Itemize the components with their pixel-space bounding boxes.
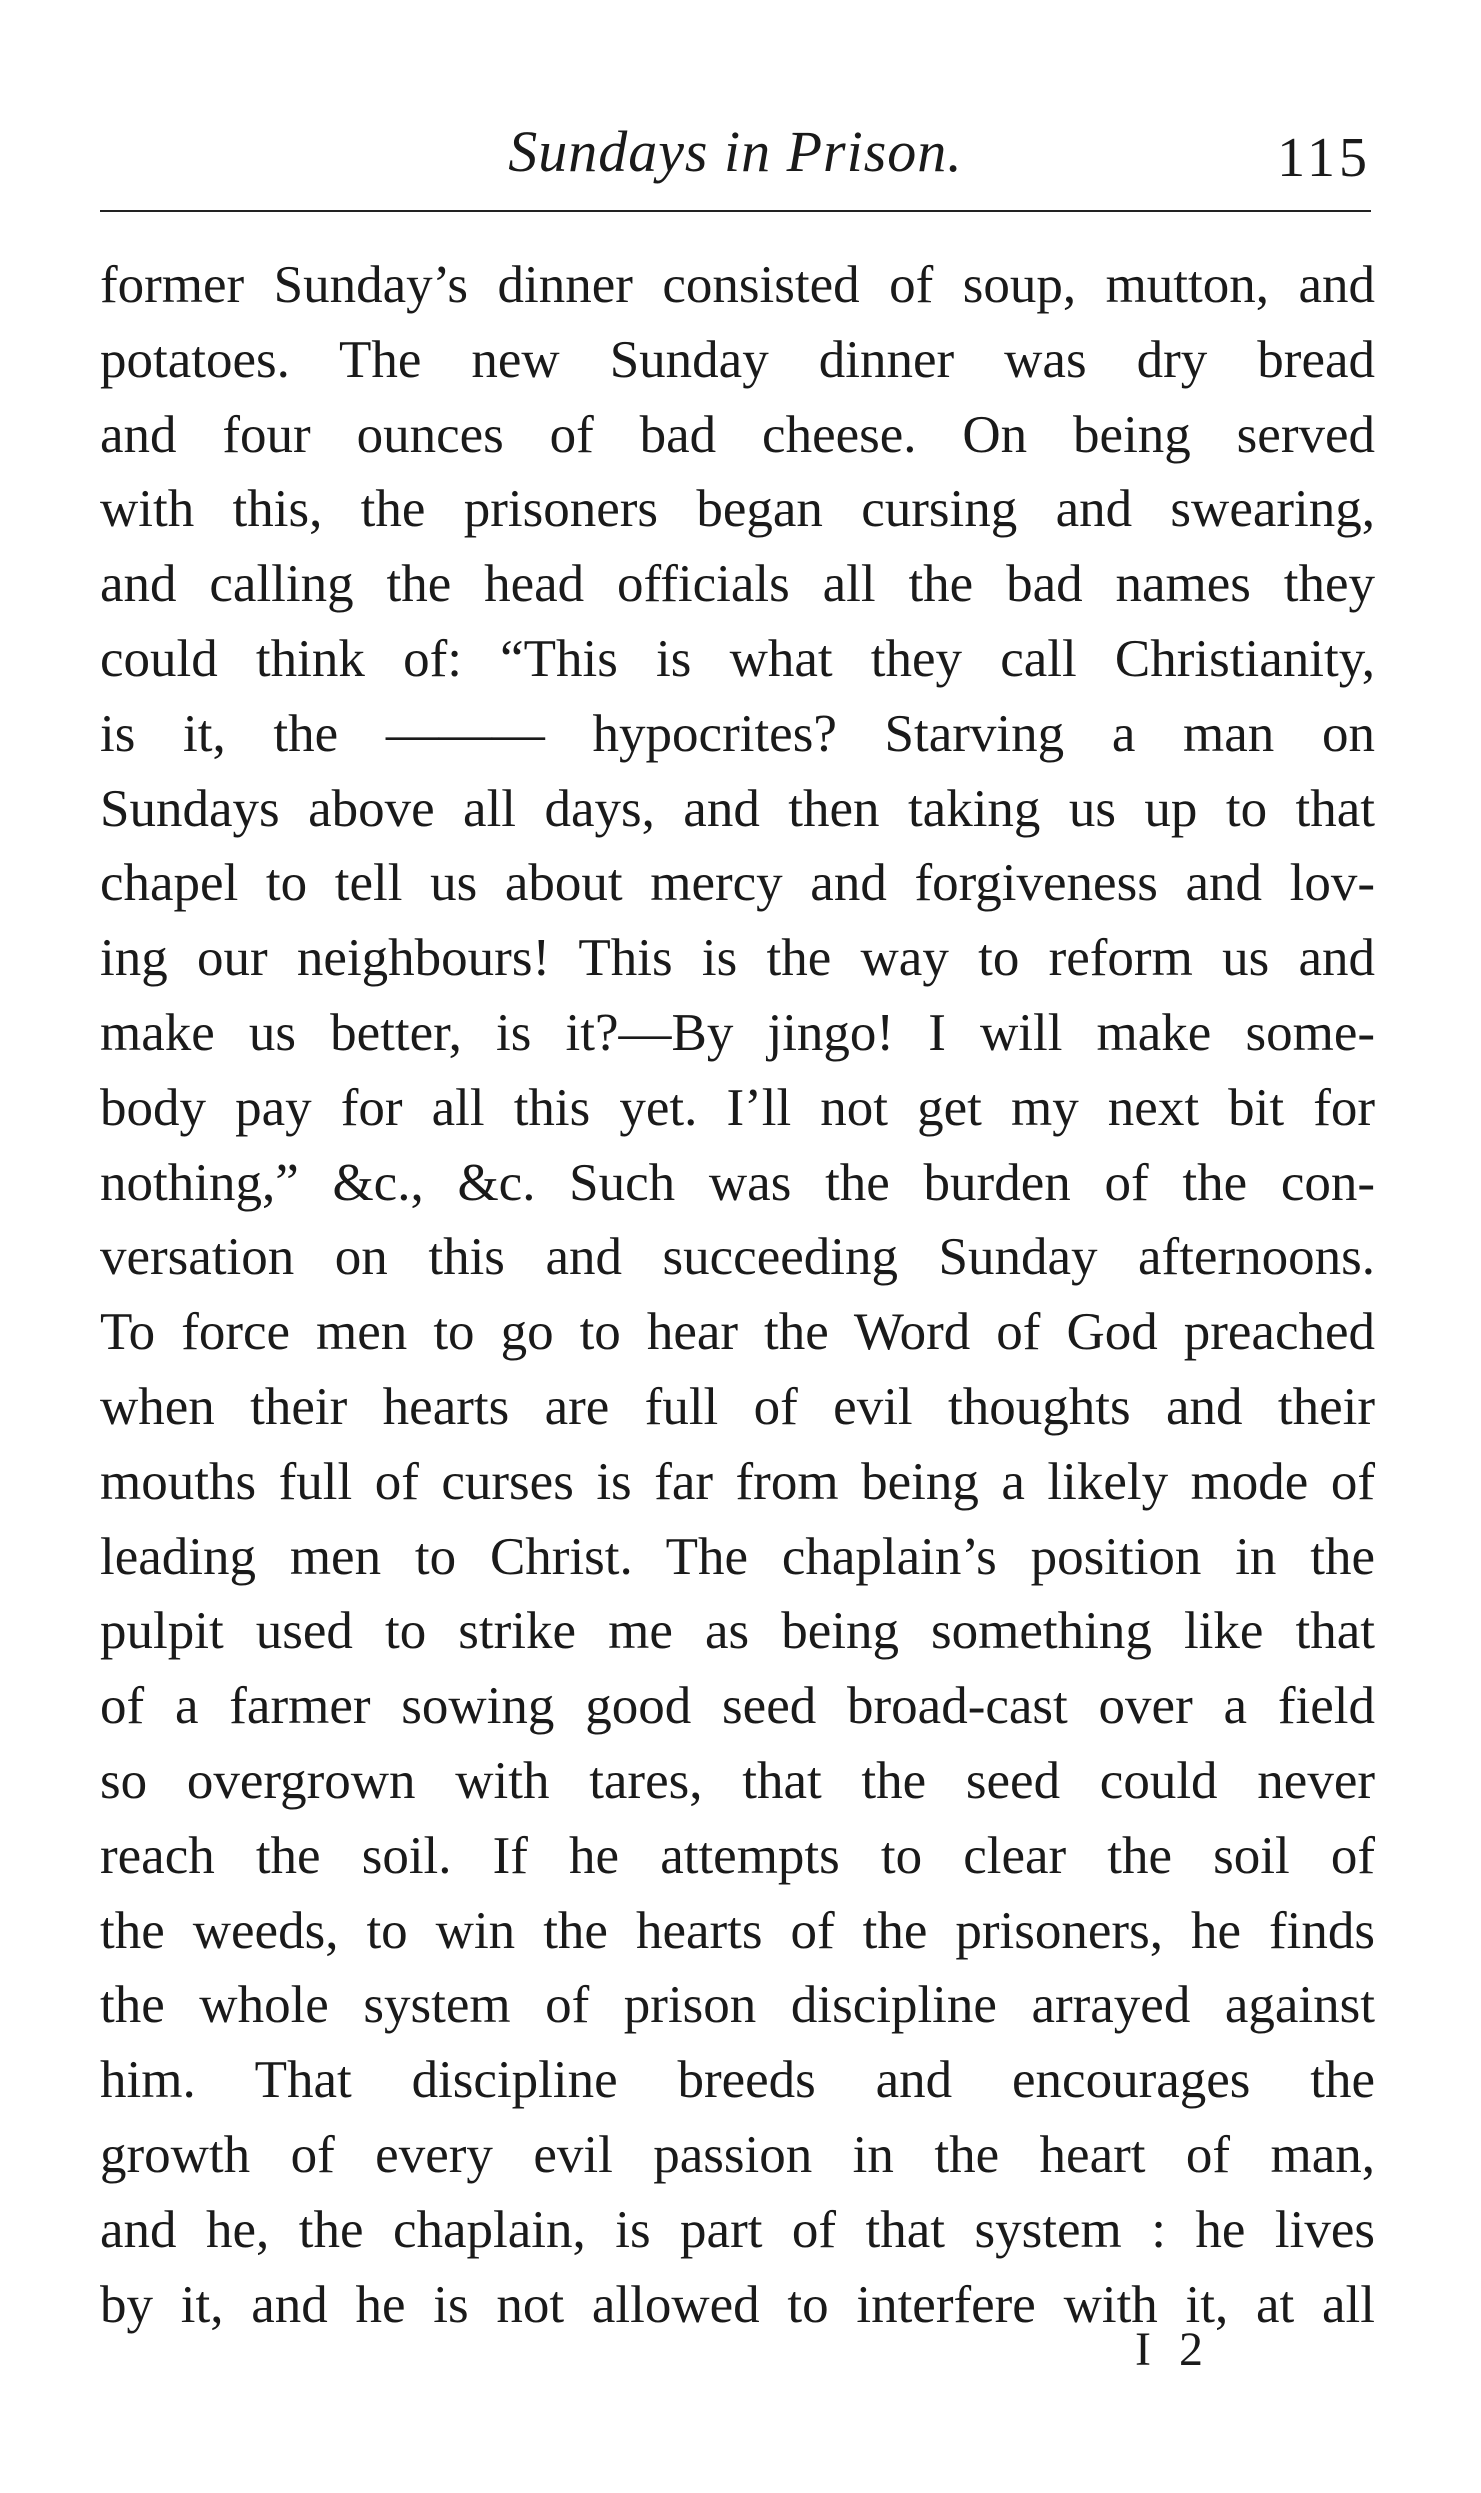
- text-line: and calling the head officials all the bad names they: [100, 555, 1375, 614]
- text-line: by it, and he is not allowed to interfere with it, at all: [100, 2275, 1375, 2334]
- text-line: versation on this and succeeding Sunday afternoons.: [100, 1228, 1375, 1287]
- text-line: chapel to tell us about mercy and forgiveness and lov-: [100, 854, 1375, 913]
- text-line: with this, the prisoners began cursing and swearing,: [100, 480, 1375, 539]
- text-line: former Sunday’s dinner consisted of soup, mutton, and: [100, 256, 1375, 314]
- text-line: mouths full of curses is far from being a likely mode of: [100, 1452, 1375, 1511]
- text-line: and he, the chaplain, is part of that system : he lives: [100, 2200, 1375, 2259]
- text-line: growth of every evil passion in the heart of man,: [100, 2125, 1375, 2184]
- text-line: so overgrown with tares, that the seed could never: [100, 1751, 1375, 1810]
- text-line: and four ounces of bad cheese. On being served: [100, 405, 1375, 464]
- text-line: the whole system of prison discipline arrayed against: [100, 1976, 1375, 2035]
- text-line: him. That discipline breeds and encourages the: [100, 2051, 1375, 2110]
- text-line: ing our neighbours! This is the way to reform us and: [100, 929, 1375, 988]
- text-line: could think of: “This is what they call Christianity,: [100, 629, 1375, 688]
- text-line: pulpit used to strike me as being something like that: [100, 1602, 1375, 1661]
- text-line: is it, the ——— hypocrites? Starving a man on: [100, 704, 1375, 763]
- text-line: when their hearts are full of evil thoughts and their: [100, 1377, 1375, 1436]
- text-line: potatoes. The new Sunday dinner was dry bread: [100, 330, 1375, 389]
- signature-mark: I 2: [1135, 2323, 1211, 2376]
- running-title: Sundays in Prison.: [508, 119, 963, 184]
- text-line: reach the soil. If he attempts to clear the soil of: [100, 1826, 1375, 1885]
- text-line: leading men to Christ. The chaplain’s position in the: [100, 1527, 1375, 1586]
- text-line: To force men to go to hear the Word of God preached: [100, 1303, 1375, 1362]
- text-line: nothing,” &c., &c. Such was the burden of the con-: [100, 1153, 1375, 1212]
- text-line: of a farmer sowing good seed broad-cast over a field: [100, 1677, 1375, 1736]
- header-rule: [100, 210, 1371, 212]
- text-line: make us better, is it?—By jingo! I will make some-: [100, 1003, 1375, 1062]
- page-number: 115: [1277, 127, 1371, 189]
- body-text: [100, 248, 1375, 2342]
- text-line: the weeds, to win the hearts of the prisoners, he finds: [100, 1901, 1375, 1960]
- text-line: Sundays above all days, and then taking us up to that: [100, 779, 1375, 838]
- running-head: [100, 112, 1371, 202]
- text-line: body pay for all this yet. I’ll not get my next bit for: [100, 1078, 1375, 1137]
